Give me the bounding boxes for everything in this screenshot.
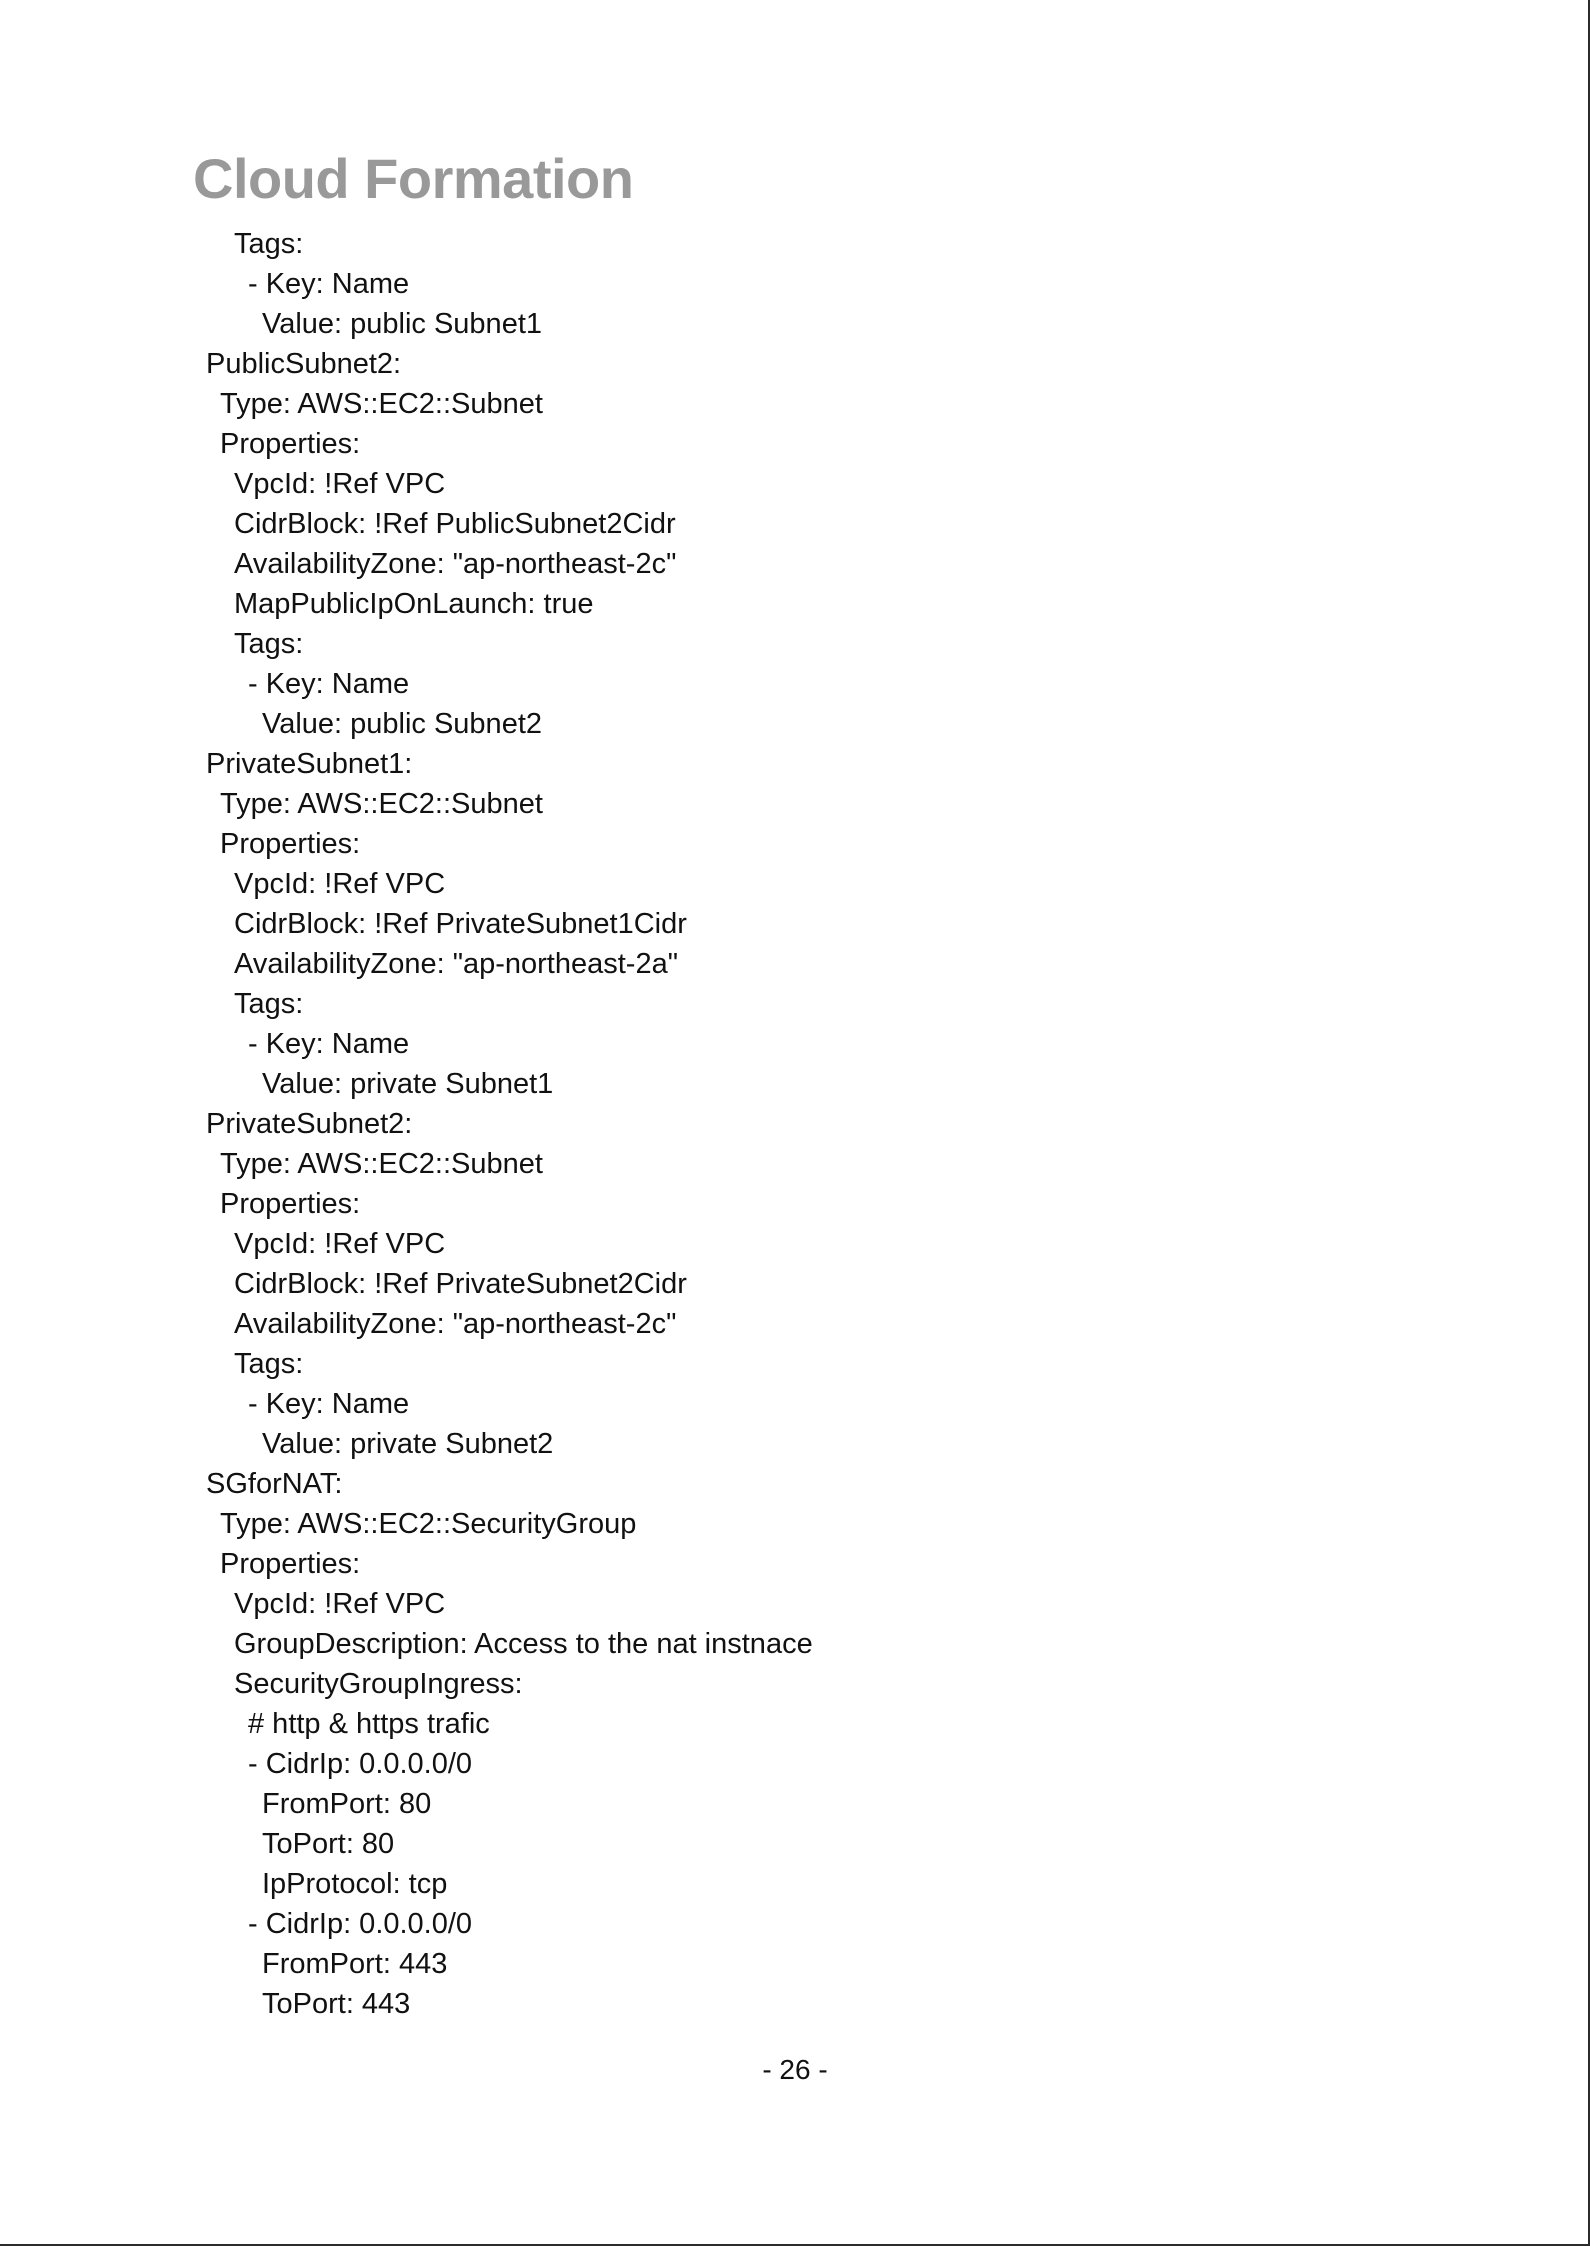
code-line: - Key: Name [248,668,410,700]
code-line: AvailabilityZone: "ap-northeast-2c" [234,548,677,580]
code-line: FromPort: 80 [262,1788,432,1820]
page-number: - 26 - [762,2054,828,2085]
code-line: Properties: [220,1548,361,1580]
code-line: IpProtocol: tcp [262,1868,448,1900]
code-line: AvailabilityZone: "ap-northeast-2a" [234,948,679,980]
code-line: Type: AWS::EC2::Subnet [220,1148,543,1180]
code-line: Tags: [234,228,304,260]
code-line: CidrBlock: !Ref PrivateSubnet1Cidr [234,908,687,940]
code-line: - Key: Name [248,268,410,300]
code-line: Type: AWS::EC2::Subnet [220,788,543,820]
code-line: ToPort: 443 [262,1988,411,2020]
code-block [206,224,813,2024]
code-line: Value: public Subnet2 [262,708,543,740]
code-line: CidrBlock: !Ref PrivateSubnet2Cidr [234,1268,687,1300]
code-line: PublicSubnet2: [206,348,402,380]
page-title: Cloud Formation [193,146,634,210]
code-line: PrivateSubnet2: [206,1108,413,1140]
code-line: GroupDescription: Access to the nat instnace [234,1628,813,1660]
code-line: Properties: [220,828,361,860]
code-line: - CidrIp: 0.0.0.0/0 [248,1908,473,1940]
code-line: SGforNAT: [206,1468,343,1500]
code-line: Properties: [220,1188,361,1220]
code-line: SecurityGroupIngress: [234,1668,523,1700]
code-line: Tags: [234,628,304,660]
code-line: - Key: Name [248,1388,410,1420]
code-line: Value: public Subnet1 [262,308,543,340]
code-line: FromPort: 443 [262,1948,448,1980]
code-line: VpcId: !Ref VPC [234,1588,446,1620]
code-line: - CidrIp: 0.0.0.0/0 [248,1748,473,1780]
code-line: VpcId: !Ref VPC [234,468,446,500]
code-line: Value: private Subnet2 [262,1428,554,1460]
code-line: AvailabilityZone: "ap-northeast-2c" [234,1308,677,1340]
code-line: - Key: Name [248,1028,410,1060]
code-line: PrivateSubnet1: [206,748,413,780]
code-line: Type: AWS::EC2::Subnet [220,388,543,420]
code-line: # http & https trafic [248,1708,490,1740]
code-line: Tags: [234,988,304,1020]
code-line: ToPort: 80 [262,1828,395,1860]
code-line: MapPublicIpOnLaunch: true [234,588,594,620]
code-line: Value: private Subnet1 [262,1068,554,1100]
code-line: Type: AWS::EC2::SecurityGroup [220,1508,637,1540]
code-line: VpcId: !Ref VPC [234,1228,446,1260]
code-line: Tags: [234,1348,304,1380]
code-line: Properties: [220,428,361,460]
code-line: VpcId: !Ref VPC [234,868,446,900]
code-line: CidrBlock: !Ref PublicSubnet2Cidr [234,508,676,540]
